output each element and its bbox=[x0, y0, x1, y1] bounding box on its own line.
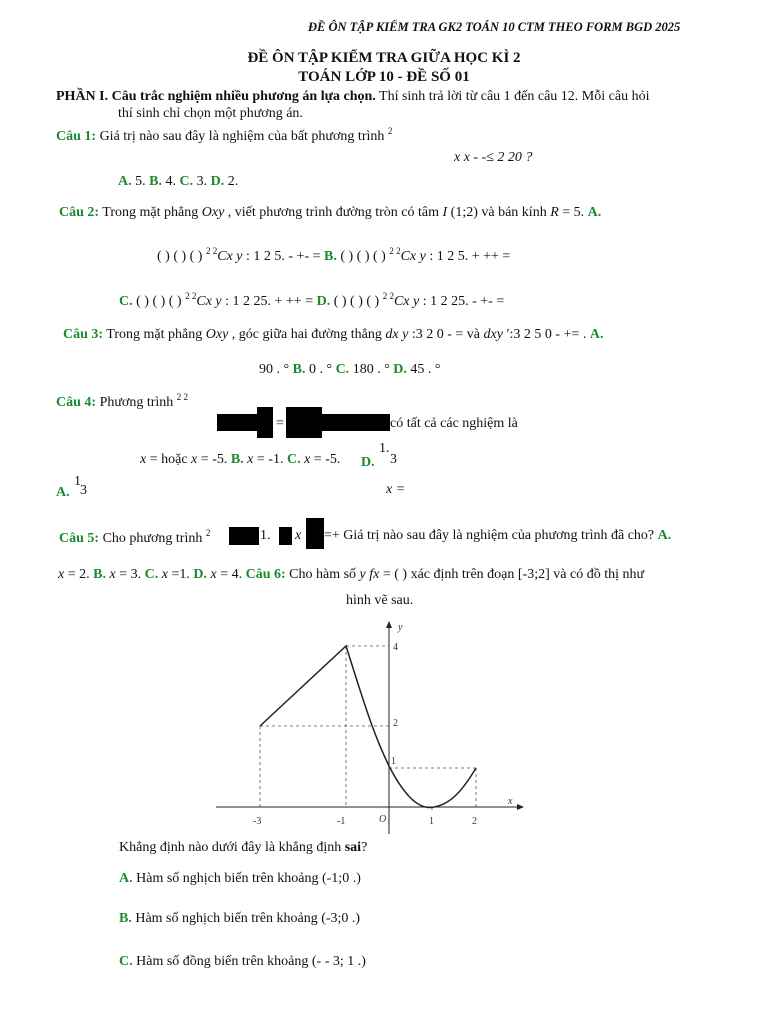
q5-redaction-3 bbox=[306, 518, 324, 549]
q6-opt-a-text: Hàm số nghịch biến trên khoảng bbox=[132, 871, 322, 886]
q1-opt-b-label: B. bbox=[149, 174, 162, 189]
q2-a-eq: Cx y bbox=[217, 249, 243, 264]
q2-a-sup: 2 2 bbox=[205, 246, 218, 256]
q5-options-q6-stem bbox=[58, 567, 644, 583]
q2-b-eq: Cx y bbox=[400, 249, 426, 264]
q1-text: Giá trị nào sau đây là nghiệm của bất phương trình bbox=[96, 129, 388, 144]
q6-option-c bbox=[119, 954, 366, 970]
q4-opt-4: = -5. bbox=[310, 452, 341, 467]
y-axis-arrow bbox=[386, 621, 392, 628]
q2-b-rest: : 1 2 5. + ++ = bbox=[425, 249, 511, 264]
q4-frac-d bbox=[379, 441, 390, 457]
q2-r: R bbox=[550, 205, 559, 220]
x-axis-label: x bbox=[508, 796, 513, 807]
q5-opt-d-label: D. bbox=[193, 567, 207, 582]
q2-b-sup: 2 2 bbox=[389, 246, 401, 256]
q4-x1: x bbox=[140, 452, 147, 467]
q2-line-ab bbox=[157, 246, 510, 265]
q2-rval: = 5. bbox=[558, 205, 588, 220]
q6-opt-c-label: C. bbox=[119, 954, 133, 969]
q2-d-sup: 2 2 bbox=[382, 291, 394, 301]
q5-redaction-1 bbox=[229, 527, 259, 545]
q5-x2: x bbox=[109, 567, 116, 582]
x-tick-neg3: -3 bbox=[253, 816, 262, 827]
q1-opt-d-label: D. bbox=[210, 174, 225, 189]
q3-options bbox=[259, 362, 441, 378]
part1-heading: PHẦN I. Câu trắc nghiệm nhiều phương án lựa chọn. bbox=[56, 89, 376, 104]
q4-opt-1: = hoặc bbox=[146, 452, 192, 467]
q2-opt-b-label: B. bbox=[324, 249, 337, 264]
q6-question-2: ? bbox=[361, 840, 368, 855]
q5-opt-c-label: C. bbox=[144, 567, 159, 582]
q2-text-2: , viết phương trình đường tròn có tâm bbox=[224, 205, 443, 220]
q4-frac-a-num: 1 bbox=[74, 474, 81, 489]
q1-opt-a-label: A. bbox=[118, 174, 132, 189]
q6-label: Câu 6: bbox=[245, 567, 286, 582]
q1-sup: 2 bbox=[387, 126, 393, 136]
q4-opt-3: = -1. bbox=[253, 452, 287, 467]
q3-opt-c-label: C. bbox=[335, 362, 350, 377]
q4-text: Phương trình bbox=[96, 395, 177, 410]
q3-dx: dx y bbox=[385, 327, 409, 342]
q4-opt-b-label: B. bbox=[230, 452, 244, 467]
q4-frac-a-den: 3 bbox=[80, 483, 87, 498]
q5-one: 1. bbox=[260, 528, 271, 543]
q2-a-rest: : 1 2 5. - +- = bbox=[242, 249, 325, 264]
q4-redaction-2 bbox=[257, 407, 273, 438]
q5-x: x bbox=[295, 528, 302, 543]
q6-text-1: Cho hàm số bbox=[285, 567, 360, 582]
q2-text-3: và bán kính bbox=[481, 205, 551, 220]
q2-text-1: Trong mặt phẳng bbox=[99, 205, 202, 220]
function-curve bbox=[260, 646, 476, 808]
q3-opt-b-label: B. bbox=[292, 362, 306, 377]
q3-stem bbox=[63, 327, 603, 343]
q2-oxy: Oxy bbox=[201, 205, 225, 220]
q3-text-4: ′:3 2 5 0 - += . bbox=[502, 327, 590, 342]
guide-lines bbox=[260, 646, 476, 811]
q4-options bbox=[140, 452, 340, 468]
q5-opt-a: = 2. bbox=[64, 567, 94, 582]
page-header: ĐỀ ÔN TẬP KIỂM TRA GK2 TOÁN 10 CTM THEO FORM BGD 2025 bbox=[308, 20, 681, 34]
q2-d-rest: : 1 2 25. - +- = bbox=[419, 294, 505, 309]
q3-text-3: :3 2 0 - = và bbox=[408, 327, 484, 342]
part1-instructions bbox=[56, 89, 649, 105]
q2-d-eq: Cx y bbox=[393, 294, 420, 309]
q2-label: Câu 2: bbox=[59, 205, 100, 220]
q2-a-paren: ( ) ( ) ( ) bbox=[157, 249, 206, 264]
x-tick-neg1: -1 bbox=[337, 816, 346, 827]
q1-opt-b: 4. bbox=[161, 174, 180, 189]
title-line-1: ĐỀ ÔN TẬP KIỂM TRA GIỮA HỌC KÌ 2 bbox=[247, 50, 521, 66]
q3-label: Câu 3: bbox=[63, 327, 104, 342]
q6-opt-b-label: B. bbox=[119, 911, 132, 926]
q6-opt-b-text: Hàm số nghịch biến trên khoảng bbox=[131, 911, 322, 926]
y-tick-2: 2 bbox=[393, 718, 398, 729]
function-graph bbox=[212, 616, 530, 838]
title-line-2: TOÁN LỚP 10 - ĐỀ SỐ 01 bbox=[298, 69, 470, 85]
q4-x-eq: x = bbox=[386, 482, 406, 497]
q3-opt-b: 0 . ° bbox=[305, 362, 336, 377]
x-axis-arrow bbox=[517, 804, 524, 810]
q4-frac-d-three: 3 bbox=[390, 452, 397, 467]
q5-label: Câu 5: bbox=[59, 531, 100, 546]
q5-x1: x bbox=[58, 567, 65, 582]
q6-text-3: và có đồ thị như bbox=[549, 567, 645, 582]
x-tick-2: 2 bbox=[472, 816, 477, 827]
q4-opt-c-label: C. bbox=[286, 452, 301, 467]
q1-options bbox=[118, 174, 238, 190]
q5-redaction-2 bbox=[279, 527, 292, 545]
q2-line-cd bbox=[119, 291, 504, 310]
q6-opt-c-interval: (- - 3; 1 .) bbox=[311, 954, 366, 969]
q4-label: Câu 4: bbox=[56, 395, 97, 410]
q6-text-2: = ( ) xác định trên đoạn bbox=[379, 567, 518, 582]
q6-opt-c-text: Hàm số đồng biến trên khoảng bbox=[132, 954, 312, 969]
q5-opt-c: =1. bbox=[167, 567, 194, 582]
q1-opt-c: 3. bbox=[193, 174, 211, 189]
q3-opt-d: 45 . ° bbox=[406, 362, 441, 377]
q3-dxy: dxy bbox=[483, 327, 503, 342]
q4-redaction-4 bbox=[322, 414, 390, 431]
q6-option-b bbox=[119, 911, 360, 927]
q2-stem bbox=[59, 205, 601, 221]
q3-text-2: , góc giữa hai đường thẳng bbox=[228, 327, 386, 342]
q2-i: I bbox=[442, 205, 448, 220]
y-axis-label: y bbox=[398, 622, 403, 633]
q4-redaction-3 bbox=[286, 407, 322, 438]
q3-text-1: Trong mặt phẳng bbox=[103, 327, 206, 342]
q6-question bbox=[119, 840, 367, 856]
q6-opt-a-label: A. bbox=[119, 871, 133, 886]
q4-tail: có tất cả các nghiệm là bbox=[390, 416, 518, 431]
q6-segment: [-3;2] bbox=[517, 567, 550, 582]
q4-opt-d-label: D. bbox=[361, 455, 375, 470]
q5-stem-start bbox=[59, 528, 210, 547]
q6-option-a bbox=[119, 871, 361, 887]
q5-x4: x bbox=[210, 567, 217, 582]
q6-sai: sai bbox=[344, 840, 362, 855]
part1-instr-1: Thí sinh trả lời từ câu 1 đến câu 12. Mỗi câu hỏi bbox=[375, 89, 650, 104]
q5-opt-d: = 4. bbox=[216, 567, 246, 582]
q2-b-paren: ( ) ( ) ( ) bbox=[336, 249, 390, 264]
q1-label: Câu 1: bbox=[56, 129, 97, 144]
q4-frac-d-num: 1 bbox=[379, 441, 386, 456]
y-tick-4: 4 bbox=[393, 642, 398, 653]
q4-redaction-1 bbox=[217, 414, 257, 431]
q4-equals: = bbox=[276, 416, 284, 431]
q3-opt-d-label: D. bbox=[393, 362, 407, 377]
q5-x3: x bbox=[161, 567, 168, 582]
q6-yfx: y fx bbox=[359, 567, 380, 582]
q5-text: Cho phương trình bbox=[99, 531, 206, 546]
q1-formula: x x - -≤ 2 20 ? bbox=[454, 150, 533, 165]
part1-instr-2: thí sinh chỉ chọn một phương án. bbox=[118, 106, 303, 121]
q2-d-paren: ( ) ( ) ( ) bbox=[330, 294, 383, 309]
q3-opt-c: 180 . ° bbox=[349, 362, 394, 377]
q2-c-sup: 2 2 bbox=[185, 291, 197, 301]
q4-x4: x bbox=[304, 452, 311, 467]
q3-opt-a-label: A. bbox=[589, 327, 604, 342]
q2-c-paren: ( ) ( ) ( ) bbox=[132, 294, 186, 309]
q5-opt-b-label: B. bbox=[93, 567, 106, 582]
y-tick-1: 1 bbox=[391, 756, 396, 767]
q1-stem bbox=[56, 126, 392, 145]
q3-oxy: Oxy bbox=[205, 327, 229, 342]
q2-opt-d-label: D. bbox=[316, 294, 331, 309]
q2-center: (1;2) bbox=[447, 205, 482, 220]
q2-c-eq: Cx y bbox=[196, 294, 222, 309]
q4-sup: 2 2 bbox=[176, 392, 189, 402]
q6-opt-a-interval: (-1;0 .) bbox=[321, 871, 361, 886]
q4-stem bbox=[56, 392, 188, 411]
q5-tail: =+ Giá trị nào sau đây là nghiệm của phương trình đã cho? bbox=[324, 528, 658, 543]
q6-question-1: Khẳng định nào dưới đây là khẳng định bbox=[119, 840, 345, 855]
q1-opt-a: 5. bbox=[131, 174, 150, 189]
q4-frac-d-dot: . bbox=[386, 441, 390, 456]
q5-sup: 2 bbox=[205, 528, 211, 538]
q6-line-2: hình vẽ sau. bbox=[346, 593, 414, 608]
q2-opt-c-label: C. bbox=[119, 294, 133, 309]
q2-c-rest: : 1 2 25. + ++ = bbox=[221, 294, 317, 309]
q1-opt-c-label: C. bbox=[179, 174, 194, 189]
q5-tail-line bbox=[324, 528, 671, 544]
q3-opt-a: 90 . ° bbox=[259, 362, 293, 377]
q2-opt-a-label: A. bbox=[587, 205, 602, 220]
q4-x2: x bbox=[191, 452, 198, 467]
q5-opt-a-label: A. bbox=[657, 528, 672, 543]
q4-x3: x bbox=[247, 452, 254, 467]
q6-opt-b-interval: (-3;0 .) bbox=[321, 911, 361, 926]
q4-opt-2: = -5. bbox=[197, 452, 231, 467]
q5-opt-b: = 3. bbox=[115, 567, 145, 582]
q1-opt-d: 2. bbox=[224, 174, 239, 189]
x-tick-1: 1 bbox=[429, 816, 434, 827]
origin-label: O bbox=[379, 814, 387, 825]
q4-opt-a-label: A. bbox=[56, 485, 70, 500]
